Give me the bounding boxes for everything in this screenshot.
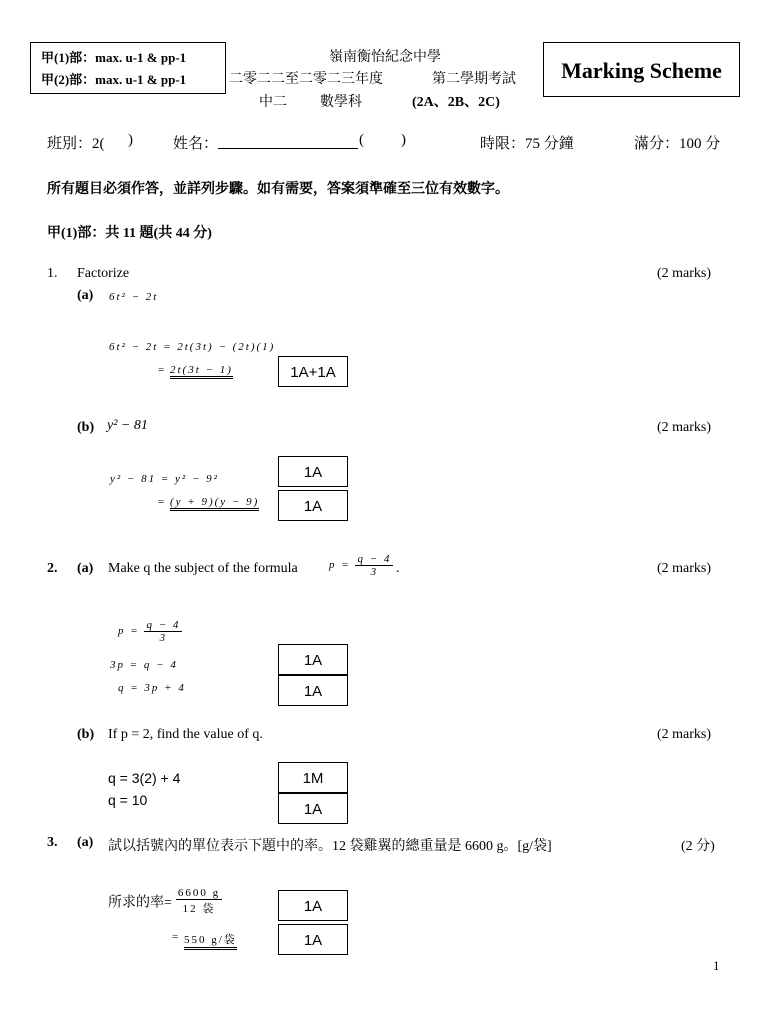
q3a-marks: (2 分) — [681, 839, 715, 854]
class-field-close: ) — [128, 132, 133, 148]
q1b-expression: y² − 81 — [107, 418, 148, 433]
q2a-step3: q = 3p + 4 — [118, 682, 186, 694]
q3a-text: 試以括號內的單位表示下題中的率。12 袋雞翼的總重量是 6600 g。[g/袋] — [108, 839, 552, 854]
q2a-formula-lhs: p = — [329, 559, 351, 572]
q2a-label: (a) — [77, 561, 94, 576]
q3a-mark1: 1A — [278, 890, 348, 921]
name-paren-open: ( — [359, 132, 364, 148]
q2a-step1-num: q − 4 — [146, 619, 181, 631]
class-field-label: 班別：2( — [47, 136, 105, 152]
school-year: 二零二二至二零二三年度 — [229, 72, 383, 87]
q2a-mark1: 1A — [278, 644, 348, 675]
q3a-step1 — [108, 887, 222, 916]
q1b-mark2: 1A — [278, 490, 348, 521]
q1-number: 1. — [47, 266, 58, 281]
q2-number: 2. — [47, 561, 58, 576]
q1a-step2: 2t(3t − 1) — [170, 364, 233, 379]
exam-name: 第二學期考試 — [432, 72, 516, 87]
q1b-step2-eq: = — [158, 496, 167, 508]
q2b-step2: q = 10 — [108, 792, 148, 808]
q1b-marks: (2 marks) — [657, 420, 712, 435]
q2b-marks: (2 marks) — [657, 727, 712, 742]
q1-marks: (2 marks) — [657, 266, 712, 281]
q3a-mark2: 1A — [278, 924, 348, 955]
q1b-label: (b) — [77, 420, 95, 435]
q2a-step1 — [118, 619, 182, 644]
q2b-mark2: 1A — [278, 793, 348, 824]
q1a-expression: 6t² − 2t — [109, 291, 159, 303]
name-blank-line — [218, 134, 358, 154]
q2a-text: Make q the subject of the formula — [108, 561, 298, 576]
q1a-label: (a) — [77, 288, 94, 303]
header-left-line1: 甲(1)部：max. u-1 & pp-1 — [41, 50, 187, 65]
q1a-step2-eq: = — [158, 364, 167, 376]
q3a-step1-den: 12 袋 — [182, 903, 216, 915]
instructions: 所有題目必須作答，並詳列步驟。如有需要，答案須準確至三位有效數字。 — [47, 182, 509, 197]
q3-number: 3. — [47, 835, 58, 850]
full-marks: 滿分：100 分 — [634, 136, 721, 152]
q3a-step1-num: 6600 g — [177, 887, 221, 899]
q2b-label: (b) — [77, 727, 95, 742]
subject-label: 數學科 — [320, 95, 362, 110]
q2a-step1-den: 3 — [159, 632, 168, 644]
q3a-label: (a) — [77, 835, 94, 850]
q2a-marks: (2 marks) — [657, 561, 712, 576]
school-name: 嶺南衡怡紀念中學 — [329, 50, 441, 65]
name-paren-close: ) — [401, 132, 406, 148]
q1b-step1: y² − 81 = y² − 9² — [110, 473, 219, 485]
q2a-formula — [329, 553, 393, 578]
page-number: 1 — [713, 958, 720, 973]
header-part-box — [30, 42, 226, 94]
header-left-line2: 甲(2)部：max. u-1 & pp-1 — [41, 72, 187, 87]
q3a-step2: 550 g/袋 — [184, 931, 237, 950]
q2a-mark2: 1A — [278, 675, 348, 706]
form-label: 中二 — [259, 95, 287, 110]
q3a-step2-eq: = — [172, 931, 181, 943]
q2b-text: If p = 2, find the value of q. — [108, 727, 263, 742]
q2a-step1-lhs: p = — [118, 625, 140, 638]
q2a-formula-den: 3 — [370, 566, 379, 578]
name-field-label: 姓名： — [173, 136, 219, 152]
q1b-mark1: 1A — [278, 456, 348, 487]
q1-title: Factorize — [77, 266, 130, 281]
section-title: 甲(1)部：共 11 題(共 44 分) — [47, 226, 212, 241]
marking-scheme-box: Marking Scheme — [543, 42, 740, 97]
q2a-step2: 3p = q − 4 — [110, 659, 178, 671]
classes-label: (2A、2B、2C) — [412, 95, 500, 110]
q1a-step1: 6t² − 2t = 2t(3t) − (2t)(1) — [109, 341, 276, 353]
q2b-step1: q = 3(2) + 4 — [108, 770, 181, 786]
q2a-period: . — [396, 561, 400, 576]
q2a-formula-num: q − 4 — [357, 553, 392, 565]
q2b-mark1: 1M — [278, 762, 348, 793]
q1b-step2: (y + 9)(y − 9) — [170, 496, 259, 511]
time-limit: 時限：75 分鐘 — [480, 136, 574, 152]
q3a-step1-label: 所求的率= — [108, 895, 172, 911]
q1a-mark: 1A+1A — [278, 356, 348, 387]
